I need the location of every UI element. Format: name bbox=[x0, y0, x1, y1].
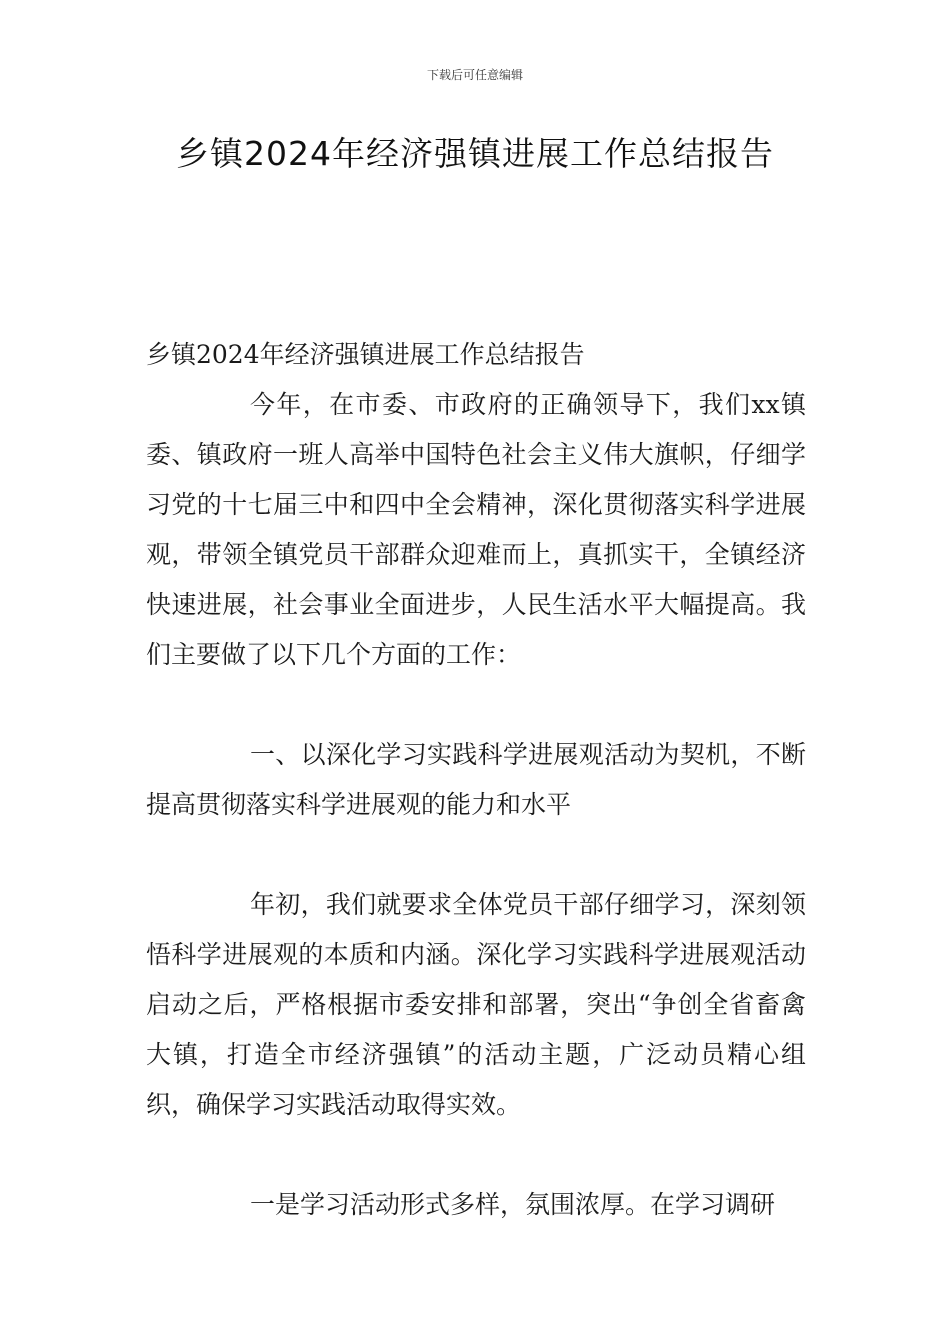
paragraph-gap bbox=[146, 680, 806, 730]
document-title: 乡镇2024年经济强镇进展工作总结报告 bbox=[176, 134, 774, 173]
section-heading-1: 一、以深化学习实践科学进展观活动为契机，不断提高贯彻落实科学进展观的能力和水平 bbox=[146, 740, 806, 819]
paragraph-gap bbox=[146, 1130, 806, 1180]
document-subtitle: 乡镇2024年经济强镇进展工作总结报告 bbox=[146, 340, 585, 369]
paragraph-section-1: 年初，我们就要求全体党员干部仔细学习，深刻领悟科学进展观的本质和内涵。深化学习实践科学进展观活动启动之后，严格根据市委安排和部署，突出“争创全省畜禽大镇，打造全市经济强镇”的活动主题，广泛动员精心组织，确保学习实践活动取得实效。 bbox=[146, 890, 806, 1119]
paragraph-point-1: 一是学习活动形式多样，氛围浓厚。在学习调研 bbox=[250, 1190, 776, 1219]
paragraph-intro: 今年，在市委、市政府的正确领导下，我们xx镇委、镇政府一班人高举中国特色社会主义伟大旗帜，仔细学习党的十七届三中和四中全会精神，深化贯彻落实科学进展观，带领全镇党员干部群众迎难而上，真抓实干，全镇经济快速进展，社会事业全面进步，人民生活水平大幅提高。我们主要做了以下几个方面的工作： bbox=[146, 390, 806, 669]
paragraph-gap bbox=[146, 830, 806, 880]
document-body bbox=[146, 330, 806, 1230]
header-note: 下载后可任意编辑 bbox=[426, 68, 523, 82]
